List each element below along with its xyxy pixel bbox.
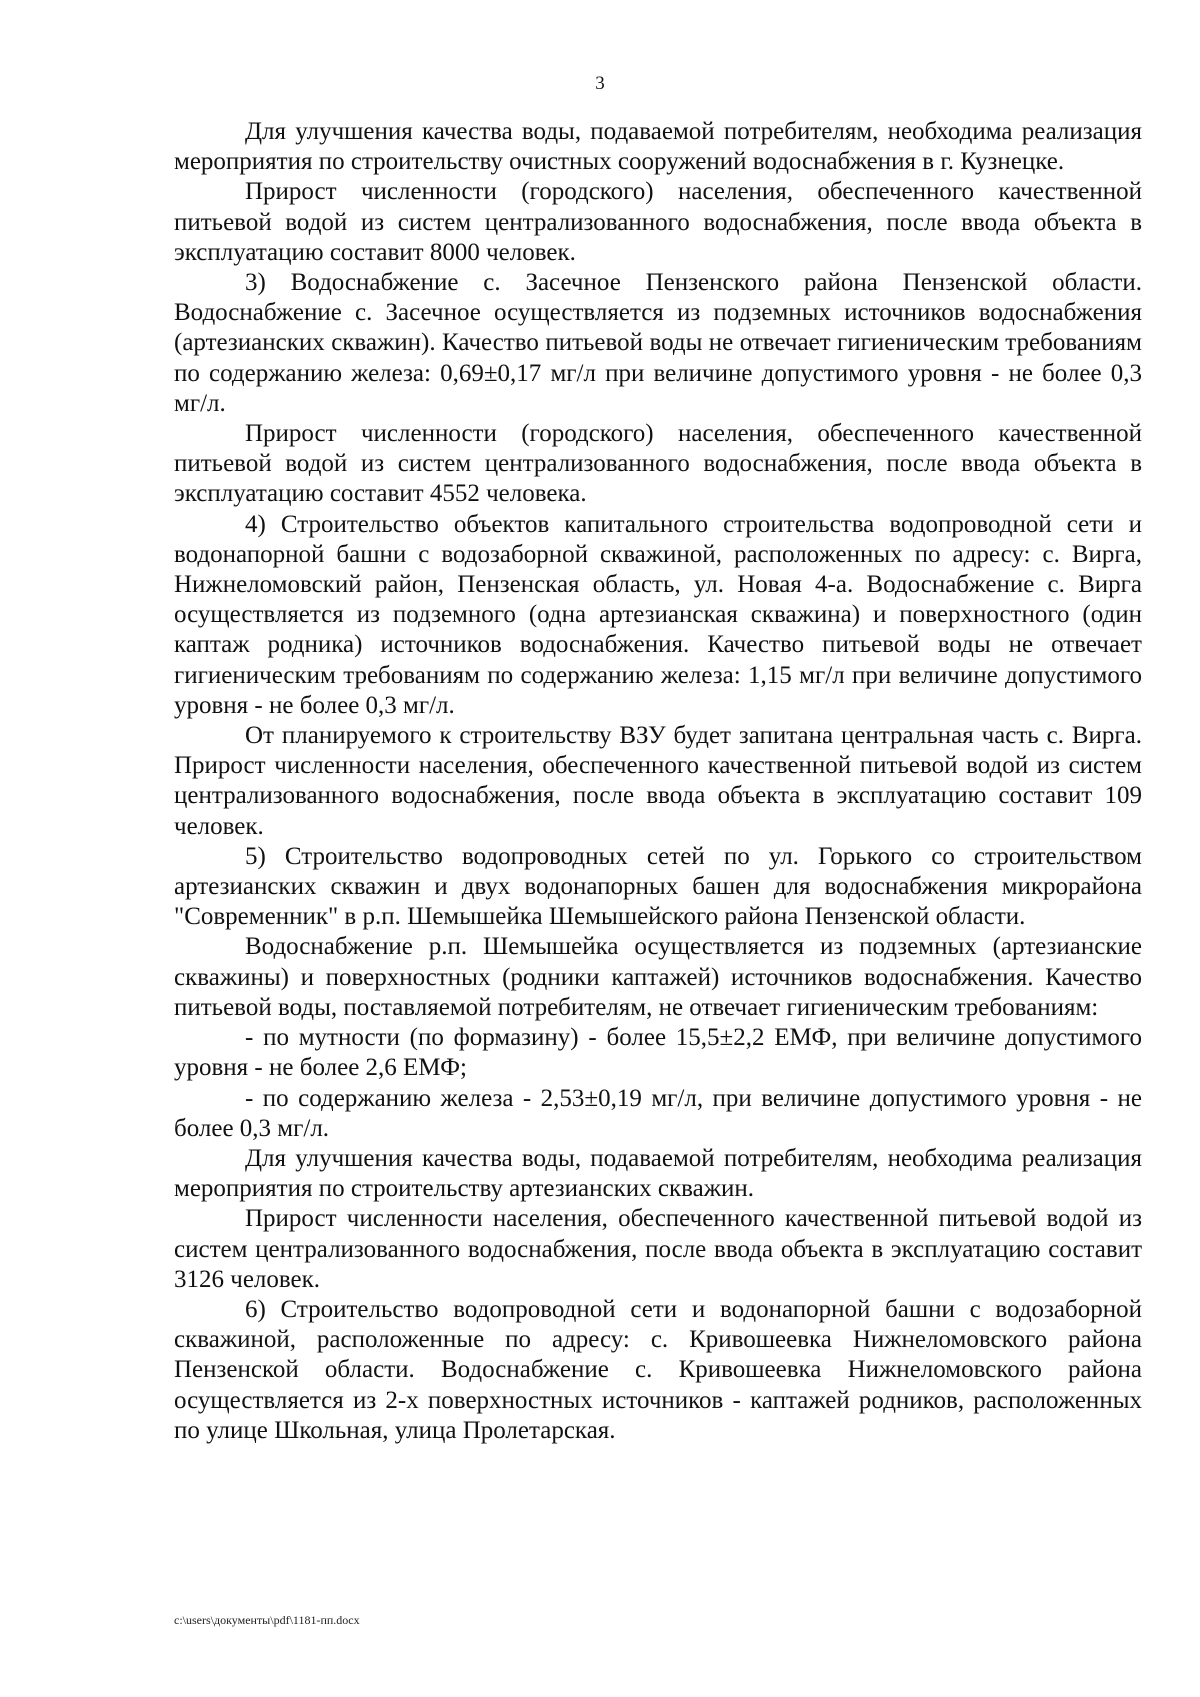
paragraph-kuznetsk-treatment: Для улучшения качества воды, подаваемой потребителям, необходима реализация мероприятия по строительству очистных сооружений водоснабжения в г. Кузнецке.	[174, 118, 1142, 176]
paragraph-population-3126: Прирост численности населения, обеспеченного качественной питьевой водой из систем централизованного водоснабжения, после ввода объекта в эксплуатацию составит 3126 человек.	[174, 1205, 1142, 1293]
paragraph-artesian-wells: Для улучшения качества воды, подаваемой потребителям, необходима реализация мероприятия по строительству артезианских скважин.	[174, 1144, 1142, 1203]
paragraph-iron-content: - по содержанию железа - 2,53±0,19 мг/л, при величине допустимого уровня - не более 0,3 мг/л.	[174, 1084, 1142, 1142]
paragraph-population-8000: Прирост численности (городского) населения, обеспеченного качественной питьевой водой из систем централизованного водоснабжения, после ввода объекта в эксплуатацию составит 8000 человек.	[174, 178, 1142, 266]
paragraph-krivosheevka-construction: 6) Строительство водопроводной сети и водонапорной башни с водозаборной скважиной, расположенные по адресу: с. Кривошеевка Нижнеломовского района Пензенской области. Водоснабжение с. Кривошеевка Нижнеломовского района осуществляется из 2-х поверхностных источников - каптажей родников, расположенных по улице Школьная, улица Пролетарская.	[174, 1295, 1142, 1444]
footer-file-path: c:\users\документы\pdf\1181-пп.docx	[174, 1613, 360, 1627]
paragraph-population-4552: Прирост численности (городского) населения, обеспеченного качественной питьевой водой из систем централизованного водоснабжения, после ввода объекта в эксплуатацию составит 4552 человека.	[174, 420, 1142, 508]
paragraph-virga-construction: 4) Строительство объектов капитального строительства водопроводной сети и водонапорной башни с водозаборной скважиной, расположенных по адресу: с. Вирга, Нижнеломовский район, Пензенская область, ул. Новая 4-а. Водоснабжение с. Вирга осуществляется из подземного (одна артезианская скважина) и поверхностного (один каптаж родника) источников водоснабжения. Качество питьевой воды не отвечает гигиеническим требованиям по содержанию железа: 1,15 мг/л при величине допустимого уровня - не более 0,3 мг/л.	[174, 510, 1142, 719]
paragraph-population-109: От планируемого к строительству ВЗУ будет запитана центральная часть с. Вирга. Прирост численности населения, обеспеченного качественной питьевой водой из систем централизованного водоснабжения, после ввода объекта в эксплуатацию составит 109 человек.	[174, 722, 1142, 840]
document-body	[174, 117, 1142, 1446]
paragraph-shemysheyka-construction: 5) Строительство водопроводных сетей по ул. Горького со строительством артезианских скважин и двух водонапорных башен для водоснабжения микрорайона "Современник" в р.п. Шемышейка Шемышейского района Пензенской области.	[174, 842, 1142, 931]
page-number: 3	[595, 73, 605, 94]
paragraph-shemysheyka-supply: Водоснабжение р.п. Шемышейка осуществляется из подземных (артезианские скважины) и поверхностных (родники каптажей) источников водоснабжения. Качество питьевой воды, поставляемой потребителям, не отвечает гигиеническим требованиям:	[174, 933, 1142, 1021]
paragraph-turbidity: - по мутности (по формазину) - более 15,5±2,2 ЕМФ, при величине допустимого уровня - не более 2,6 ЕМФ;	[174, 1024, 1142, 1082]
paragraph-zasechnoe-supply: 3) Водоснабжение с. Засечное Пензенского района Пензенской области. Водоснабжение с. Засечное осуществляется из подземных источников водоснабжения (артезианских скважин). Качество питьевой воды не отвечает гигиеническим требованиям по содержанию железа: 0,69±0,17 мг/л при величине допустимого уровня - не более 0,3 мг/л.	[174, 269, 1142, 417]
